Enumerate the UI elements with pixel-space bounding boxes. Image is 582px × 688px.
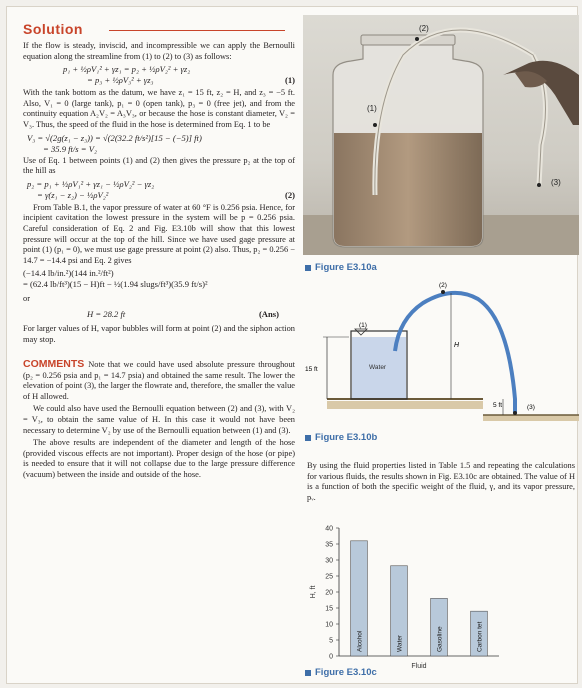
photo-label-1: (1) xyxy=(367,104,377,113)
comments-heading: COMMENTS xyxy=(23,358,85,371)
y-tick-label: 40 xyxy=(325,525,333,533)
textbook-page xyxy=(6,6,578,684)
category-label: Water xyxy=(396,634,404,652)
equation-1-line-2: = p₃ + ½ρV₃² + γz₃ xyxy=(87,75,154,86)
calculation-line-1: (−14.4 lb/in.²)(144 in.²/ft²) xyxy=(23,268,114,279)
y-tick-label: 15 xyxy=(325,605,333,613)
photo-label-2: (2) xyxy=(419,24,429,33)
fluid-height-chart xyxy=(303,520,579,672)
answer xyxy=(23,309,295,320)
y-axis-label: H, ft xyxy=(310,585,317,599)
diagram-label-1: (1) xyxy=(359,322,367,329)
comments-paragraph-2: We could also have used the Bernoulli equation between (2) and (3), with V₂ = V₃, to obtain the same value of H. In this case it would not have been necessary to determine V₂ by use of the Bernoulli equation between (1) and (3). xyxy=(23,404,295,435)
equation-1-number: (1) xyxy=(284,75,295,86)
y-tick-label: 5 xyxy=(329,637,333,645)
solution-column xyxy=(23,21,295,483)
solution-paragraph-4: From Table B.1, the vapor pressure of water at 60 °F is 0.256 psia. Hence, for incipient cavitation the lowest pressure in the system will be p = 0.256 psia. Careful consideration of Eq. 2 and Fig. E3.10b will show that this lowest pressure will occur at the top of the hill. Since we have used gage pressure at point (1) (p₁ = 0), we must use gage pressure at point (2) also. Thus, p₂ = 0.256 − 14.7 = −14.4 psi and Eq. 2 gives xyxy=(23,202,295,265)
drop-label: 5 ft xyxy=(493,402,503,409)
h-label: H xyxy=(454,342,460,349)
equation-2-number: (2) xyxy=(284,189,295,200)
equation-2-line-2: = γ(z₁ − z₂) − ½ρV₂² xyxy=(37,189,109,200)
comments-text-1: Note that we could have used absolute pressure throughout (p₂ = 0.256 psia and p₁ = 14.7 psia) and obtained the same result. The lower the elevation of point (3), the larger the flowrate and, therefore, the smaller the value of H allowed. xyxy=(23,360,295,401)
equation-2-line-1: p₂ = p₁ + ½ρV₁² + γz₁ − ½ρV₂² − γz₂ xyxy=(27,178,155,189)
figure-c-caption: Figure E3.10c xyxy=(305,667,377,678)
figure-a-caption: Figure E3.10a xyxy=(305,262,377,273)
siphon-diagram xyxy=(303,279,579,429)
calculation xyxy=(23,268,295,290)
answer-tag: (Ans) xyxy=(258,308,279,319)
answer-value: H = 28.2 ft xyxy=(87,308,126,319)
photo-label-3: (3) xyxy=(551,178,561,187)
y-tick-label: 30 xyxy=(325,557,333,565)
figure-b-caption: Figure E3.10b xyxy=(305,432,377,443)
caption-square-icon xyxy=(305,435,311,441)
category-label: Gasoline xyxy=(436,626,444,652)
y-tick-label: 20 xyxy=(325,589,333,597)
y-tick-label: 25 xyxy=(325,573,333,581)
diagram-label-2: (2) xyxy=(439,282,447,289)
x-axis-label: Fluid xyxy=(411,663,427,670)
solution-intro: If the flow is steady, inviscid, and incompressible we can apply the Bernoulli equation along the streamline from (1) to (2) to (3) as follows: xyxy=(23,41,295,61)
or-word: or xyxy=(23,294,30,304)
category-label: Carbon tet xyxy=(476,621,484,652)
caption-square-icon xyxy=(305,265,311,271)
y-tick-label: 0 xyxy=(329,653,333,661)
y-tick-label: 10 xyxy=(325,621,333,629)
velocity-line-1: V₃ = √(2g(z₁ − z₃)) = √(2(32.2 ft/s²)[15 − (−5)] ft) xyxy=(27,132,202,143)
calculation-line-2: = (62.4 lb/ft³)(15 − H)ft − ½(1.94 slugs/ft³)(35.9 ft/s)² xyxy=(23,279,208,290)
velocity-line-2: = 35.9 ft/s = V₂ xyxy=(43,143,97,154)
comments-paragraph-1 xyxy=(23,359,295,402)
water-label: Water xyxy=(369,364,387,371)
y-tick-label: 35 xyxy=(325,541,333,549)
solution-paragraph-3: Use of Eq. 1 between points (1) and (2) then gives the pressure p₂ at the top of the hill as xyxy=(23,155,295,176)
equation-1 xyxy=(23,64,295,86)
siphon-photo xyxy=(303,15,579,255)
solution-paragraph-2: With the tank bottom as the datum, we have z₁ = 15 ft, z₂ = H, and z₃ = −5 ft. Also, V₁ = 0 (large tank), p₁ = 0 (open tank), p₃ = 0 (free jet), and from the continuity equation A₂V₂ = A₃V₃, or because the hose is constant diameter, V₂ = V₃. Thus, the speed of the fluid in the hose is determined from Eq. 1 to be xyxy=(23,88,295,129)
solution-heading: Solution xyxy=(23,21,295,37)
caption-square-icon xyxy=(305,670,311,676)
equation-2 xyxy=(23,179,295,201)
depth-label: 15 ft xyxy=(305,366,318,373)
comments-paragraph-3: The above results are independent of the diameter and length of the hose (provided viscous effects are not important). Proper design of the hose (or pipe) is needed to ensure that it will not collapse due to the large pressure difference (vacuum) between the inside and outside of the hose. xyxy=(23,438,295,480)
equation-1-line-1: p₁ + ½ρV₁² + γz₁ = p₂ + ½ρV₂² + γz₂ xyxy=(63,64,191,75)
solution-paragraph-5: For larger values of H, vapor bubbles will form at point (2) and the siphon action may stop. xyxy=(23,323,295,344)
category-label: Alcohol xyxy=(356,630,364,652)
diagram-label-3: (3) xyxy=(527,404,535,411)
right-column-text: By using the fluid properties listed in Table 1.5 and repeating the calculations for various fluids, the results shown in Fig. E3.10c are obtained. The value of H is a function of both the specific weight of the fluid, γ, and its vapor pressure, pᵥ. xyxy=(307,461,575,502)
velocity-equation xyxy=(23,133,295,155)
